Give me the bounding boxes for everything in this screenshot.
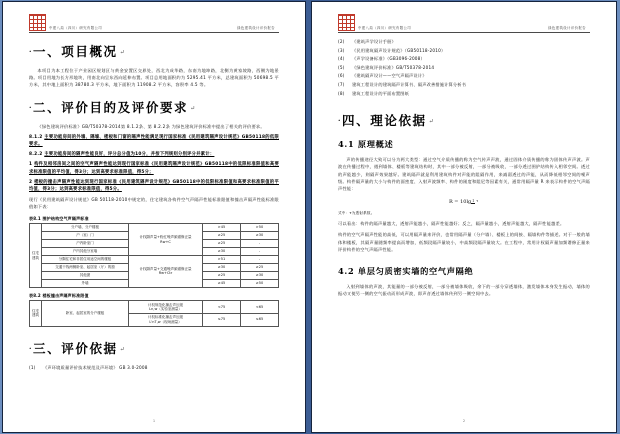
list-item xyxy=(338,47,590,56)
section-1-title: ·一、项目概况 ↵ xyxy=(29,44,127,59)
table-row xyxy=(30,301,279,314)
cell-v1: >51 xyxy=(203,256,241,264)
item-text: 《建筑隔声设计——空气声隔声设计》 xyxy=(352,73,427,79)
row-group-label-text: 住宅建筑 xyxy=(32,308,39,318)
row-group-label xyxy=(30,224,42,288)
item-number: (8) xyxy=(338,90,345,96)
item-text: 主要功能房间的隔声性能良好，评分总分值为10分，并按下列规则分别评分并累计： xyxy=(44,152,215,158)
item-number: (1) xyxy=(29,364,36,370)
formula-eq: = xyxy=(454,199,459,206)
section-3-reference-list xyxy=(29,364,279,373)
formula-denominator: τ xyxy=(476,198,479,203)
item-text: 建筑工程设计的建筑隔声计算书、隔声改善措施计算分析书 xyxy=(352,81,467,87)
subsection-4-1-title: 4.1 原理概述 xyxy=(338,139,394,150)
subsection-4-1-paragraph: 声的传播途径大致可以分为两大类型：通过空气介质传播的称为空气传声声波，通过固体介质传播的称为固体传声声波。声波在传播过程中，遇到墙体、楼板等建筑结构时，其中一部分被反射，一部分被吸收，一部分透过围护结构传入相邻空间。透过的声能越少，则隔声效果越好。建筑隔声就是利用建筑构件对声能的阻隔作用，来减弱透过的声能，从而降低相邻空间的噪声级。构件隔声量的大小与构件的面密度、入射声波频率、构件的刚度和阻尼等因素有关，通常用隔声量 R 来表示构件的空气声隔声性能： xyxy=(338,157,590,191)
page-sheet-left xyxy=(3,2,305,432)
item-text: 建筑工程设计的平面布置图纸 xyxy=(352,90,410,96)
cell-v1: ≥30 xyxy=(203,248,241,256)
item-number: (3) xyxy=(338,47,345,53)
document-page-right[interactable] xyxy=(311,1,617,433)
reference-list xyxy=(338,38,590,98)
header-left-text: 中建八局（四川）研究有限公司 xyxy=(49,26,103,30)
list-item xyxy=(338,72,590,81)
cell-name: 外墙 xyxy=(42,279,129,287)
subsection-4-1-after-0: 可以看出：构件的隔声量越大，透射声能越小，隔声性能越好；反之，隔声量越小，透射声能越大，隔声性能越差。 xyxy=(338,221,565,227)
air-sound-insulation-table xyxy=(29,223,279,288)
cell-name: 分户墙、分户楼板 xyxy=(42,224,129,232)
metric-label: 计权规范化撞击声压级 xyxy=(148,302,183,307)
table-1-caption: 表8.1 围护结构空气声隔声标准 xyxy=(29,215,89,221)
red-seal-logo-icon xyxy=(338,14,355,31)
list-item xyxy=(29,364,279,373)
list-item xyxy=(338,55,590,64)
cell-v2: >50 xyxy=(241,224,279,232)
item-number: (7) xyxy=(338,81,345,87)
cell-v2: ≥30 xyxy=(241,232,279,240)
formula-lhs: R xyxy=(448,199,453,206)
cell-name: 户内卧室门 xyxy=(42,240,129,248)
cell-name: 户内其他分室墙 xyxy=(42,248,129,256)
cell-v2: ≤65 xyxy=(241,313,279,326)
section-1-paragraph: 本项目为本工程位于产业园区规划区与黄金安置区交界处，西北为成华路，东南为地坤路，北侧为黄家坡路，西侧为地景路。项目用地为长方形地块，用南北向呈东西向延伸布置。项目总用地面积约为 5295.41 平方米，总建筑面积为 50698.5 平方米，其中地上面积为 38780.3 平方米，地下面积为 11908.2 平方米，容积率 4.5 等。 xyxy=(29,68,279,88)
subsection-4-2-text: 入射到墙体的声波，其能量的一部分被反射，一部分被墙体吸收，余下的一部分穿透墙体，激发墙体本身发生振动，墙体的振动又使另一侧的空气振动而形成声波，即声音透过墙体传到另一侧空间中去。 xyxy=(338,283,590,297)
item-text: 楼板的撞击声隔声性能达到现行国家标准《民用建筑隔声设计规范》GB50118中的低限标准限值和高要求标准限值的平均值，得3分；达到高要求标准限值，得5分。 xyxy=(29,179,279,193)
cell-metric xyxy=(129,301,203,314)
item-number: (2) xyxy=(338,39,345,44)
pilcrow-icon: ↵ xyxy=(119,49,127,56)
cell-v1: ≥25 xyxy=(203,232,241,240)
formula-note: 式中：τ为透射系数。 xyxy=(338,211,375,216)
item-text: 《声环境质量评价技术规范及声环境》 GB 3.0-2008 xyxy=(43,364,148,370)
cell-name: 交通干线两侧卧室、起居室（厅）的窗 xyxy=(42,263,129,271)
item-text: 主要功能房间的外墙、隔墙、楼板和门窗的隔声性能满足现行国家标准《民用建筑隔声设计规范》GB50118的低限要求。 xyxy=(29,134,279,148)
item-number: 8.2.2 xyxy=(29,152,43,158)
cell-v2: - xyxy=(241,240,279,248)
subsection-4-2-title: 4.2 单层匀质密实墙的空气声隔绝 xyxy=(338,265,474,276)
metric-label: 计权隔声量+粉红噪声频谱修正量 xyxy=(139,234,192,239)
subsection-4-2-paragraph xyxy=(338,283,590,297)
list-item xyxy=(338,38,590,47)
metric-symbol: L'nT,w（现场测量） xyxy=(149,319,182,324)
cell-v2: ≥30 xyxy=(241,271,279,279)
item-text: 《民用建筑隔声设计规范》（GB50118-2010） xyxy=(352,47,446,53)
page-number-right: 2 xyxy=(462,419,466,423)
list-item xyxy=(338,64,590,73)
section-2-item-0 xyxy=(29,134,279,148)
running-header xyxy=(29,11,279,33)
table-row xyxy=(30,224,279,232)
cell-v1: <75 xyxy=(203,301,241,314)
cell-v1: ≥30 xyxy=(203,263,241,271)
cell-metric-1 xyxy=(129,224,203,256)
formula-numerator: 1 xyxy=(472,198,475,203)
metric-label: 计权标准化撞击声压级 xyxy=(148,315,183,320)
cell-metric-2 xyxy=(129,256,203,288)
cell-metric xyxy=(129,313,203,326)
item-text: 构件及相邻房间之间的空气声隔声性能达到现行国家标准《民用建筑隔声设计规范》GB50118中的低限标准限值和高要求标准限值的平均值，得3分；达到高要求标准限值，得5分； xyxy=(29,162,279,175)
formula-fraction xyxy=(471,200,479,204)
section-4-title-text: 四、理论依据 xyxy=(342,113,427,129)
pilcrow-icon: ↵ xyxy=(119,345,127,353)
page-sheet-right xyxy=(312,2,616,432)
section-2-closing: 现行《民用建筑隔声设计规范》GB 50118-2010中规定的，住宅建筑各构件空气声隔声性能标准限值和撞击声隔声性能标准限值如下表： xyxy=(29,197,279,210)
section-2-item-2 xyxy=(29,161,279,175)
page-number-left: 1 xyxy=(152,419,156,423)
section-4-title: ·四、理论依据 ↵ xyxy=(338,113,436,129)
section-2-intro: 《绿色建筑评价标准》GB/T50378-2014第 8.1.2条、第 8.2.2条 为绿色建筑评价标准中提出了相关的评价要求。 xyxy=(37,123,265,129)
header-right-text: 绿色建筑设计评价报告 xyxy=(548,26,586,30)
row-group-label xyxy=(30,301,42,326)
metric-label: 计权隔声量+交通噪声频谱修正量 xyxy=(139,266,192,271)
section-2-title-text: 二、评价目的及评价要求 xyxy=(33,99,189,115)
item-number: 1 xyxy=(29,162,33,168)
item-text: 《绿色建筑评价标准》GB/T50378-2014 xyxy=(352,64,435,70)
table-2-caption: 表8.2 楼板撞击声隔声标准限值 xyxy=(29,292,89,298)
cell-v2: - xyxy=(241,256,279,264)
section-3-title-text: 三、评价依据 xyxy=(33,340,118,356)
document-page-left[interactable] xyxy=(2,1,306,433)
formula-op: 10lg xyxy=(460,199,472,206)
section-3-title: ·三、评价依据 ↵ xyxy=(29,340,127,356)
item-number: 8.1.2 xyxy=(29,134,43,140)
impact-sound-insulation-table xyxy=(29,300,279,326)
cell-v1: ≥45 xyxy=(203,279,241,287)
running-header xyxy=(338,11,590,33)
header-right-text: 绿色建筑设计评价报告 xyxy=(237,26,275,30)
sound-insulation-formula xyxy=(338,199,590,205)
cell-v2: - xyxy=(241,248,279,256)
list-item xyxy=(338,90,590,99)
cell-v1: ≤75 xyxy=(203,313,241,326)
cell-name: 卧室、起居室的分户楼板 xyxy=(42,301,129,326)
cell-name: 其他窗 xyxy=(42,271,129,279)
table-row xyxy=(30,256,279,264)
cell-name: 分隔住宅和非居住用途空间的楼板 xyxy=(42,256,129,264)
section-2-item-3 xyxy=(29,179,279,193)
red-seal-logo-icon xyxy=(29,14,46,31)
metric-symbol: Rw+C xyxy=(160,239,171,244)
row-group-label-text: 住宅建筑 xyxy=(32,250,39,260)
item-text: 《声学设备标准》（GB3096-2008） xyxy=(352,56,425,62)
cell-v1: ≥25 xyxy=(203,271,241,279)
pilcrow-icon: ↵ xyxy=(190,104,197,112)
item-number: (6) xyxy=(338,73,345,79)
cell-v1: >45 xyxy=(203,224,241,232)
item-number: 2 xyxy=(29,179,33,185)
section-1-title-text: 一、项目概况 xyxy=(33,44,118,59)
metric-symbol: Ln,w（实验室测量） xyxy=(149,307,182,312)
header-left-text: 中建八局（四川）研究有限公司 xyxy=(358,26,412,30)
cell-v2: <65 xyxy=(241,301,279,314)
pilcrow-icon: ↵ xyxy=(428,118,436,126)
cell-v2: ≥50 xyxy=(241,279,279,287)
cell-name: 户（室）门 xyxy=(42,232,129,240)
list-item xyxy=(338,81,590,90)
section-2-title: ·二、评价目的及评价要求 ↵ xyxy=(29,99,197,115)
section-2-item-1 xyxy=(29,151,279,158)
cell-v2: ≥25 xyxy=(241,263,279,271)
item-number: (5) xyxy=(338,64,345,70)
subsection-4-1-after-1: 构件的空气声隔声性能的高低，可以用隔声量来评价，也常用隔声量（分户墙）、楼板上的间接、隔墙构件等描述。对于一般的墙体和楼板，其隔声量随频率提高而增加，低频段隔声量较小，中高频段隔声量较大。在工程中，常用计权隔声量加频谱修正量来评价构件的空气声隔声性能。 xyxy=(338,232,590,252)
item-number: (4) xyxy=(338,56,345,62)
item-text: 《建筑声学设计手册》 xyxy=(352,39,396,44)
metric-symbol: Rw+Ctr xyxy=(158,271,173,276)
cell-v1: ≥25 xyxy=(203,240,241,248)
